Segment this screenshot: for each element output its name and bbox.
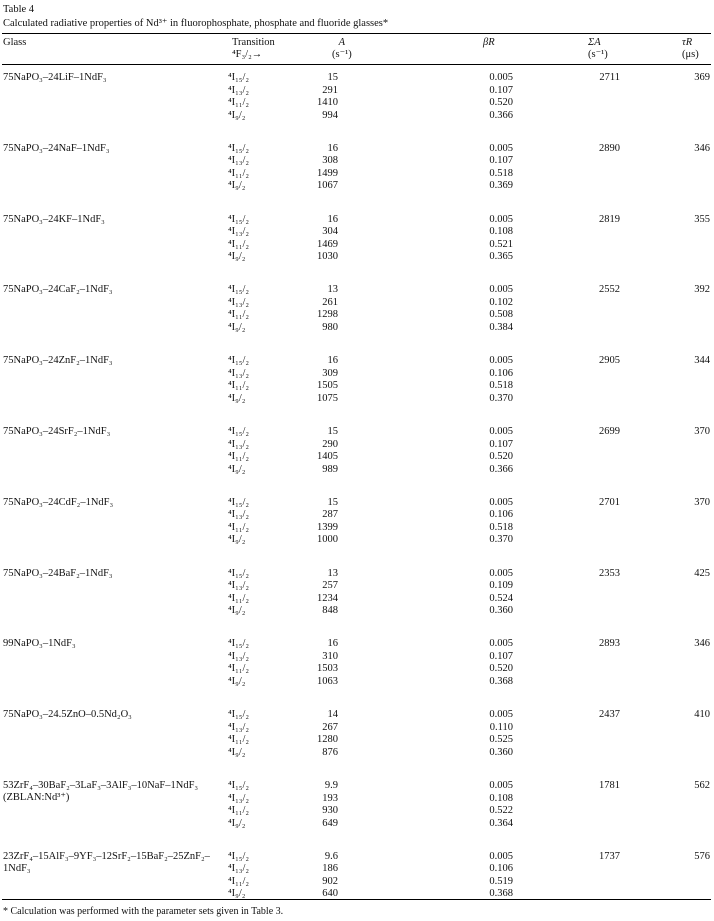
a-value: 1234 [317,592,338,604]
beta-value: 0.005 [489,780,513,791]
beta-value: 0.360 [489,746,513,758]
transition-label: ⁴I₁₃/₂ [228,509,250,521]
header-a-label: A [338,37,346,48]
transition-label: ⁴I₁₃/₂ [228,296,250,308]
glass-composition: 75NaPO₃–24CaF₂–1NdF₃ [3,284,113,296]
beta-value: 0.005 [489,142,513,154]
a-value: 640 [322,888,338,900]
glass-composition: 75NaPO₃–24KF–1NdF₃ [3,213,105,225]
beta-values [475,497,513,547]
transition-label: ⁴I₉/₂ [228,251,246,263]
beta-value: 0.370 [489,534,513,546]
header-tau-unit: (μs) [682,49,699,60]
table-row [0,355,714,425]
a-value: 1410 [317,97,338,108]
transition-label: ⁴I₁₃/₂ [228,438,250,450]
transition-label: ⁴I₁₁/₂ [228,875,250,887]
transition-label: ⁴I₉/₂ [228,463,246,475]
a-value: 16 [327,213,338,225]
a-value: 16 [327,142,338,154]
beta-value: 0.005 [489,567,513,579]
beta-value: 0.369 [489,180,513,192]
a-value: 1280 [317,734,338,746]
a-value: 980 [322,321,338,333]
beta-value: 0.107 [489,650,513,662]
beta-value: 0.005 [489,496,513,508]
beta-values [475,284,513,334]
beta-value: 0.106 [489,367,513,379]
beta-value: 0.365 [489,251,513,263]
table-row [0,709,714,779]
header-transition-sub: ⁴F₃/₂→ [232,49,263,60]
beta-value: 0.525 [489,734,513,746]
transition-label: ⁴I₁₃/₂ [228,84,250,96]
transition-label: ⁴I₁₅/₂ [228,567,250,579]
sum-a-value: 2437 [599,709,620,721]
table-caption [3,3,388,31]
transition-label: ⁴I₁₅/₂ [228,142,250,154]
table-row [0,780,714,850]
glass-composition: 75NaPO₃–24LiF–1NdF₃ [3,72,107,83]
transition-label: ⁴I₁₁/₂ [228,521,250,533]
glass-composition: 75NaPO₃–24SrF₂–1NdF₃ [3,426,111,437]
transition-list [228,284,249,334]
beta-value: 0.518 [489,380,513,392]
header-a-unit: (s⁻¹) [332,49,352,60]
bottom-rule [2,899,711,900]
transition-label: ⁴I₉/₂ [228,180,246,192]
tau-value: 346 [694,638,710,650]
transition-list [228,214,249,264]
beta-values [475,143,513,193]
transition-label: ⁴I₉/₂ [228,392,246,404]
transition-label: ⁴I₉/₂ [228,321,246,333]
tau-value: 410 [694,709,710,721]
a-values [270,355,338,405]
transition-list [228,497,249,547]
a-value: 16 [327,355,338,367]
beta-value: 0.518 [489,167,513,179]
beta-value: 0.524 [489,592,513,604]
a-value: 1505 [317,380,338,392]
a-value: 257 [322,580,338,592]
tau-value: 344 [694,355,710,367]
transition-label: ⁴I₁₃/₂ [228,792,250,804]
sum-a-value: 2711 [599,72,620,83]
beta-value: 0.005 [489,638,513,650]
beta-value: 0.005 [489,284,513,296]
table-row [0,214,714,284]
transition-label: ⁴I₁₅/₂ [228,72,250,83]
a-value: 193 [322,792,338,804]
table-row [0,284,714,354]
tau-value: 355 [694,213,710,225]
transition-label: ⁴I₁₃/₂ [228,863,250,875]
a-value: 1503 [317,663,338,675]
a-values [270,497,338,547]
transition-label: ⁴I₁₅/₂ [228,496,250,508]
transition-list [228,426,249,476]
beta-value: 0.366 [489,109,513,121]
a-value: 291 [322,84,338,96]
a-value: 310 [322,650,338,662]
a-value: 876 [322,746,338,758]
a-values [270,72,338,122]
tau-value: 370 [694,496,710,508]
a-values [270,214,338,264]
a-value: 994 [322,109,338,121]
glass-composition: 53ZrF₄–30BaF₂–3LaF₃–3AlF₃–10NaF–1NdF₃ (ZBLAN:Nd³⁺) [3,780,199,803]
a-value: 902 [322,875,338,887]
table-row [0,72,714,142]
transition-label: ⁴I₁₅/₂ [228,355,250,367]
transition-label: ⁴I₁₁/₂ [228,734,250,746]
beta-value: 0.520 [489,451,513,462]
tau-value: 346 [694,142,710,154]
beta-values [475,568,513,618]
header-rule [2,64,711,65]
a-value: 186 [322,863,338,875]
a-value: 290 [322,438,338,450]
transition-label: ⁴I₁₁/₂ [228,380,250,392]
header-sum-a-label: ΣA [588,37,601,48]
table-label: Table 4 [3,4,35,15]
table-row [0,638,714,708]
a-value: 287 [322,509,338,521]
transition-list [228,638,249,688]
header-sum-a-unit: (s⁻¹) [588,49,608,60]
glass-composition: 75NaPO₃–24.5ZnO–0.5Nd₂O₃ [3,709,132,721]
transition-label: ⁴I₁₁/₂ [228,238,250,250]
sum-a-value: 2819 [599,213,620,225]
a-value: 15 [327,426,338,437]
table-title: Calculated radiative properties of Nd³⁺ in fluorophosphate, phosphate and fluoride glasses* [3,18,389,29]
beta-value: 0.384 [489,321,513,333]
beta-value: 0.005 [489,72,513,83]
a-value: 15 [327,496,338,508]
beta-values [475,426,513,476]
header-transition-label: Transition [232,37,275,48]
a-value: 1030 [317,251,338,263]
transition-label: ⁴I₉/₂ [228,675,246,687]
a-value: 1063 [317,675,338,687]
transition-list [228,72,249,122]
a-value: 1499 [317,167,338,179]
a-values [270,568,338,618]
transition-label: ⁴I₉/₂ [228,605,246,617]
beta-value: 0.518 [489,521,513,533]
tau-value: 425 [694,567,710,579]
transition-label: ⁴I₁₅/₂ [228,850,250,862]
transition-list [228,851,249,901]
table-row [0,568,714,638]
beta-value: 0.005 [489,213,513,225]
transition-label: ⁴I₁₃/₂ [228,155,250,167]
beta-values [475,780,513,830]
header-glass: Glass [3,37,27,48]
table-row [0,143,714,213]
header-beta: βR [483,37,495,48]
sum-a-value: 2701 [599,496,620,508]
header-a [332,37,352,61]
sum-a-value: 2699 [599,426,620,437]
beta-value: 0.108 [489,226,513,238]
a-value: 15 [327,72,338,83]
beta-value: 0.106 [489,863,513,875]
beta-value: 0.108 [489,792,513,804]
glass-composition: 75NaPO₃–24NaF–1NdF₃ [3,142,110,154]
beta-value: 0.370 [489,392,513,404]
a-values [270,780,338,830]
sum-a-value: 2552 [599,284,620,296]
beta-values [475,709,513,759]
beta-values [475,851,513,901]
sum-a-value: 2890 [599,142,620,154]
a-value: 1405 [317,451,338,462]
sum-a-value: 2905 [599,355,620,367]
transition-label: ⁴I₁₁/₂ [228,97,250,108]
a-values [270,638,338,688]
a-value: 1067 [317,180,338,192]
transition-label: ⁴I₁₃/₂ [228,367,250,379]
a-value: 304 [322,226,338,238]
glass-composition: 99NaPO₃–1NdF₃ [3,638,76,650]
transition-list [228,143,249,193]
beta-value: 0.107 [489,438,513,450]
beta-values [475,638,513,688]
transition-label: ⁴I₁₃/₂ [228,721,250,733]
transition-label: ⁴I₁₃/₂ [228,580,250,592]
header-sum-a [588,37,608,61]
tau-value: 369 [694,72,710,83]
a-value: 261 [322,296,338,308]
a-value: 9.9 [324,780,338,791]
table-row [0,497,714,567]
transition-label: ⁴I₁₁/₂ [228,309,250,321]
a-value: 9.6 [324,850,338,862]
a-value: 1298 [317,309,338,321]
transition-list [228,568,249,618]
sum-a-value: 2893 [599,638,620,650]
beta-value: 0.521 [489,238,513,250]
a-values [270,709,338,759]
glass-composition: 75NaPO₃–24BaF₂–1NdF₃ [3,567,113,579]
transition-label: ⁴I₉/₂ [228,534,246,546]
beta-value: 0.107 [489,84,513,96]
transition-label: ⁴I₁₁/₂ [228,451,250,462]
transition-label: ⁴I₁₅/₂ [228,638,250,650]
beta-value: 0.110 [489,721,513,733]
top-rule [2,33,711,34]
transition-label: ⁴I₉/₂ [228,888,246,900]
transition-label: ⁴I₁₁/₂ [228,663,250,675]
a-value: 13 [327,284,338,296]
a-value: 848 [322,605,338,617]
sum-a-value: 1781 [599,780,620,791]
beta-value: 0.522 [489,805,513,816]
transition-label: ⁴I₁₁/₂ [228,805,250,816]
beta-value: 0.368 [489,675,513,687]
beta-value: 0.520 [489,663,513,675]
a-values [270,851,338,901]
beta-values [475,72,513,122]
beta-value: 0.508 [489,309,513,321]
beta-value: 0.368 [489,888,513,900]
tau-value: 370 [694,426,710,437]
transition-label: ⁴I₁₃/₂ [228,650,250,662]
beta-value: 0.520 [489,97,513,108]
transition-label: ⁴I₉/₂ [228,817,246,829]
beta-value: 0.106 [489,509,513,521]
tau-value: 562 [694,780,710,791]
beta-value: 0.005 [489,850,513,862]
transition-list [228,709,249,759]
transition-list [228,355,249,405]
transition-label: ⁴I₁₅/₂ [228,284,250,296]
header-transition [232,37,275,61]
transition-label: ⁴I₁₃/₂ [228,226,250,238]
a-value: 308 [322,155,338,167]
beta-values [475,214,513,264]
a-value: 13 [327,567,338,579]
a-values [270,426,338,476]
beta-value: 0.366 [489,463,513,475]
beta-value: 0.102 [489,296,513,308]
transition-label: ⁴I₁₅/₂ [228,213,250,225]
header-tau [682,37,699,61]
header-tau-label: τR [682,37,693,48]
transition-label: ⁴I₉/₂ [228,109,246,121]
transition-list [228,780,249,830]
beta-value: 0.005 [489,355,513,367]
a-values [270,284,338,334]
a-value: 267 [322,721,338,733]
a-value: 1399 [317,521,338,533]
transition-label: ⁴I₁₅/₂ [228,780,250,791]
a-value: 16 [327,638,338,650]
a-value: 1075 [317,392,338,404]
transition-label: ⁴I₁₅/₂ [228,709,250,721]
a-value: 309 [322,367,338,379]
beta-value: 0.109 [489,580,513,592]
beta-value: 0.364 [489,817,513,829]
a-value: 649 [322,817,338,829]
a-values [270,143,338,193]
transition-label: ⁴I₁₅/₂ [228,426,250,437]
tau-value: 392 [694,284,710,296]
tau-value: 576 [694,850,710,862]
transition-label: ⁴I₉/₂ [228,746,246,758]
table-footnote: * Calculation was performed with the parameter sets given in Table 3. [3,906,284,917]
a-value: 14 [327,709,338,721]
beta-value: 0.005 [489,709,513,721]
transition-label: ⁴I₁₁/₂ [228,167,250,179]
table-row [0,426,714,496]
a-value: 1469 [317,238,338,250]
glass-composition: 75NaPO₃–24CdF₂–1NdF₃ [3,496,114,508]
a-value: 989 [322,463,338,475]
sum-a-value: 1737 [599,850,620,862]
beta-value: 0.107 [489,155,513,167]
sum-a-value: 2353 [599,567,620,579]
glass-composition: 23ZrF₄–15AlF₃–9YF₃–12SrF₂–15BaF₂–25ZnF₂–1NdF₃ [3,850,210,874]
beta-value: 0.005 [489,426,513,437]
beta-value: 0.519 [489,875,513,887]
beta-value: 0.360 [489,605,513,617]
transition-label: ⁴I₁₁/₂ [228,592,250,604]
a-value: 930 [322,805,338,816]
glass-composition: 75NaPO₃–24ZnF₂–1NdF₃ [3,355,113,367]
a-value: 1000 [317,534,338,546]
beta-values [475,355,513,405]
